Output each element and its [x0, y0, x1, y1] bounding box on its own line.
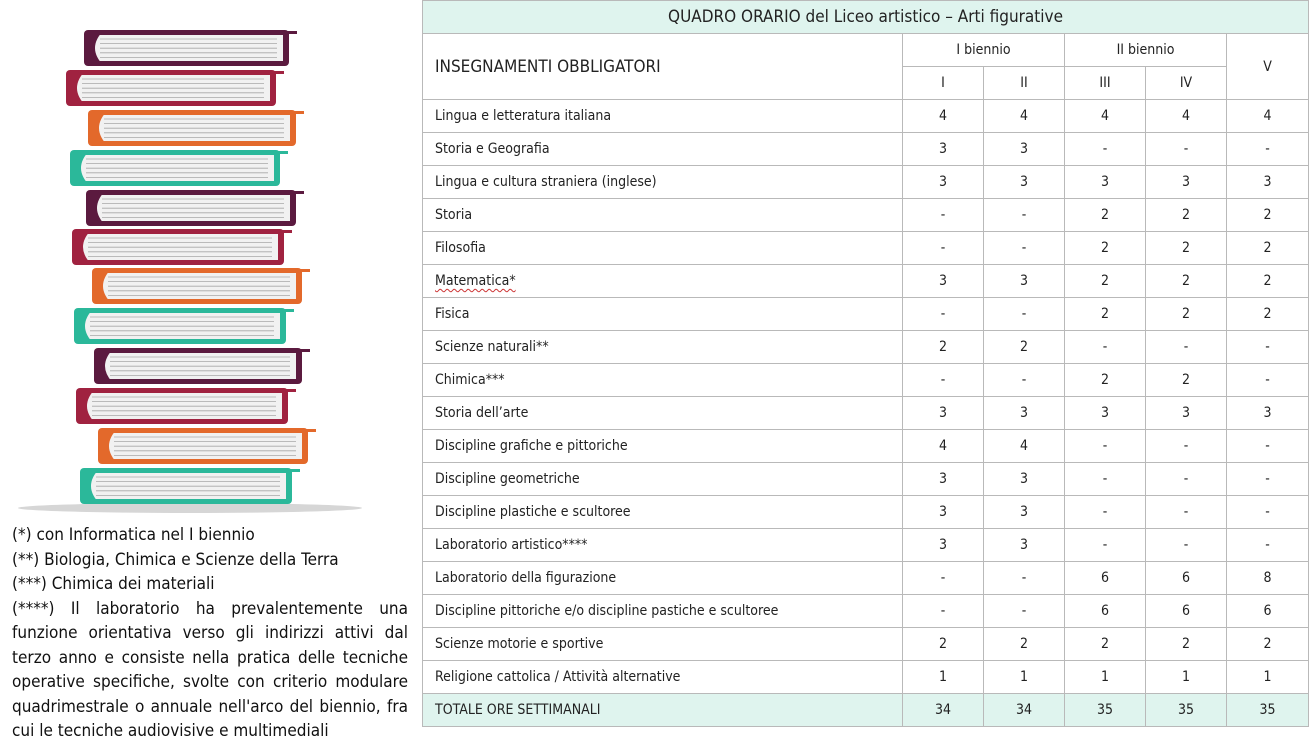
hours-cell: 2 [1227, 232, 1309, 265]
subject-name: Lingua e cultura straniera (inglese) [435, 174, 657, 190]
hours-cell: 4 [1065, 100, 1146, 133]
total-cell: 34 [984, 694, 1065, 727]
hours-cell: 2 [1146, 265, 1227, 298]
header-insegnamenti: INSEGNAMENTI OBBLIGATORI [423, 34, 903, 100]
subject-cell [423, 430, 903, 463]
table-row [423, 628, 1309, 661]
hours-cell: - [1227, 430, 1309, 463]
hours-cell: - [1065, 529, 1146, 562]
hours-cell: 2 [1065, 628, 1146, 661]
subject-name: Discipline pittoriche e/o discipline pastiche e scultoree [435, 603, 779, 619]
book-icon [98, 428, 316, 464]
table-row [423, 199, 1309, 232]
table-row [423, 265, 1309, 298]
hours-cell: 3 [903, 133, 984, 166]
subject-name: Laboratorio artistico**** [435, 537, 588, 553]
hours-cell: 3 [984, 166, 1065, 199]
timetable-container [422, 0, 1316, 741]
subject-cell [423, 166, 903, 199]
timetable-body [423, 100, 1309, 694]
hours-cell: 2 [1146, 199, 1227, 232]
hours-cell: - [984, 595, 1065, 628]
hours-cell: 3 [1146, 397, 1227, 430]
subject-name: Religione cattolica / Attività alternative [435, 669, 681, 685]
total-cell: 35 [1146, 694, 1227, 727]
book-icon [84, 30, 297, 66]
book-icon [66, 70, 284, 106]
header-year-i: I [903, 67, 984, 100]
hours-cell: 3 [903, 166, 984, 199]
table-row [423, 166, 1309, 199]
timetable [422, 0, 1309, 727]
hours-cell: 3 [903, 496, 984, 529]
total-label: TOTALE ORE SETTIMANALI [423, 694, 903, 727]
subject-name: Scienze motorie e sportive [435, 636, 604, 652]
book-icon [76, 388, 296, 424]
total-cell: 34 [903, 694, 984, 727]
hours-cell: - [984, 364, 1065, 397]
hours-cell: - [1227, 133, 1309, 166]
hours-cell: 2 [1146, 628, 1227, 661]
hours-cell: 6 [1227, 595, 1309, 628]
subject-cell [423, 298, 903, 331]
hours-cell: 3 [984, 463, 1065, 496]
hours-cell: 1 [1146, 661, 1227, 694]
subject-cell [423, 100, 903, 133]
table-row [423, 463, 1309, 496]
subject-name: Laboratorio della figurazione [435, 570, 617, 586]
total-cell: 35 [1065, 694, 1146, 727]
hours-cell: - [984, 232, 1065, 265]
hours-cell: 1 [1065, 661, 1146, 694]
subject-cell [423, 331, 903, 364]
subject-name: Discipline grafiche e pittoriche [435, 438, 628, 454]
table-row [423, 331, 1309, 364]
hours-cell: - [1146, 529, 1227, 562]
subject-cell [423, 397, 903, 430]
subject-cell [423, 562, 903, 595]
hours-cell: 2 [1065, 232, 1146, 265]
subject-cell [423, 133, 903, 166]
book-icon [86, 190, 304, 226]
subject-cell [423, 496, 903, 529]
left-panel [0, 0, 420, 741]
hours-cell: 3 [903, 397, 984, 430]
book-icon [88, 110, 304, 146]
table-row [423, 364, 1309, 397]
hours-cell: 4 [984, 430, 1065, 463]
hours-cell: 3 [1227, 397, 1309, 430]
table-row [423, 562, 1309, 595]
subject-cell [423, 232, 903, 265]
subject-cell [423, 463, 903, 496]
table-row [423, 430, 1309, 463]
hours-cell: 4 [1146, 100, 1227, 133]
hours-cell: 1 [1227, 661, 1309, 694]
hours-cell: 2 [1146, 232, 1227, 265]
table-row [423, 661, 1309, 694]
subject-cell [423, 364, 903, 397]
hours-cell: - [1146, 331, 1227, 364]
hours-cell: 2 [903, 628, 984, 661]
book-icon [74, 308, 294, 344]
header-year-iii: III [1065, 67, 1146, 100]
hours-cell: - [1227, 529, 1309, 562]
total-row [423, 694, 1309, 727]
hours-cell: - [1065, 133, 1146, 166]
footnote-4: (****) Il laboratorio ha prevalentemente una funzione orientativa verso gli indirizzi attivi dal terzo anno e consiste nella pratica delle tecniche operative specifiche, svolte con criterio modulare quadrimestrale o annuale nell'arco del biennio, fra cui le tecniche audiovisive e multimediali [12, 598, 408, 741]
subject-name: Storia dell’arte [435, 405, 529, 421]
hours-cell: - [1146, 496, 1227, 529]
hours-cell: 2 [1065, 298, 1146, 331]
hours-cell: - [1227, 496, 1309, 529]
subject-cell [423, 628, 903, 661]
table-title: QUADRO ORARIO del Liceo artistico – Arti figurative [423, 1, 1309, 34]
hours-cell: 8 [1227, 562, 1309, 595]
hours-cell: - [1146, 463, 1227, 496]
hours-cell: 3 [1146, 166, 1227, 199]
hours-cell: 3 [903, 265, 984, 298]
table-row [423, 529, 1309, 562]
subject-name: Storia e Geografia [435, 141, 550, 157]
header-year-ii: II [984, 67, 1065, 100]
hours-cell: - [1065, 430, 1146, 463]
book-icon [92, 268, 310, 304]
hours-cell: - [1227, 364, 1309, 397]
subject-name: Matematica* [435, 273, 516, 289]
hours-cell: 2 [984, 331, 1065, 364]
hours-cell: 2 [1146, 298, 1227, 331]
hours-cell: 3 [984, 397, 1065, 430]
hours-cell: 4 [984, 100, 1065, 133]
hours-cell: 3 [903, 529, 984, 562]
table-row [423, 397, 1309, 430]
hours-cell: 3 [1065, 397, 1146, 430]
table-row [423, 133, 1309, 166]
subject-cell [423, 265, 903, 298]
footnote-3: (***) Chimica dei materiali [12, 574, 215, 594]
table-row [423, 298, 1309, 331]
subject-cell [423, 199, 903, 232]
hours-cell: - [1227, 331, 1309, 364]
hours-cell: 6 [1065, 595, 1146, 628]
hours-cell: - [984, 199, 1065, 232]
hours-cell: 3 [1227, 166, 1309, 199]
hours-cell: - [903, 298, 984, 331]
footnote-2: (**) Biologia, Chimica e Scienze della Terra [12, 549, 339, 570]
footnote-1: (*) con Informatica nel I biennio [12, 525, 255, 545]
book-icon [94, 348, 310, 384]
hours-cell: 4 [1227, 100, 1309, 133]
hours-cell: 4 [903, 100, 984, 133]
subject-name: Discipline plastiche e scultoree [435, 504, 631, 520]
hours-cell: - [1065, 496, 1146, 529]
table-row [423, 496, 1309, 529]
hours-cell: - [1146, 133, 1227, 166]
total-cell: 35 [1227, 694, 1309, 727]
hours-cell: 3 [984, 265, 1065, 298]
table-row [423, 595, 1309, 628]
subject-name: Discipline geometriche [435, 471, 580, 487]
subject-name: Scienze naturali** [435, 339, 549, 355]
hours-cell: 3 [984, 133, 1065, 166]
hours-cell: 6 [1146, 562, 1227, 595]
hours-cell: 4 [903, 430, 984, 463]
hours-cell: - [1065, 331, 1146, 364]
subject-cell [423, 661, 903, 694]
hours-cell: 2 [1227, 265, 1309, 298]
hours-cell: 2 [1227, 628, 1309, 661]
subject-name: Fisica [435, 306, 470, 322]
hours-cell: - [903, 562, 984, 595]
subject-cell [423, 595, 903, 628]
hours-cell: 3 [984, 529, 1065, 562]
hours-cell: - [984, 562, 1065, 595]
books-shadow [18, 503, 362, 513]
hours-cell: - [984, 298, 1065, 331]
stack-of-books-illustration [0, 0, 420, 520]
hours-cell: 2 [1065, 199, 1146, 232]
hours-cell: - [1146, 430, 1227, 463]
subject-name: Chimica*** [435, 372, 505, 388]
hours-cell: 2 [903, 331, 984, 364]
book-icon [80, 468, 300, 504]
subject-name: Storia [435, 207, 473, 223]
hours-cell: 2 [1227, 298, 1309, 331]
book-icon [70, 150, 288, 186]
table-row [423, 232, 1309, 265]
hours-cell: - [903, 232, 984, 265]
header-i-biennio: I biennio [903, 34, 1065, 67]
hours-cell: 2 [984, 628, 1065, 661]
hours-cell: 1 [903, 661, 984, 694]
subject-name: Filosofia [435, 240, 486, 256]
subject-cell [423, 529, 903, 562]
hours-cell: 2 [1146, 364, 1227, 397]
hours-cell: - [1065, 463, 1146, 496]
footnotes [12, 523, 408, 744]
hours-cell: - [903, 199, 984, 232]
hours-cell: 1 [984, 661, 1065, 694]
hours-cell: - [903, 364, 984, 397]
header-ii-biennio: II biennio [1065, 34, 1227, 67]
hours-cell: 3 [984, 496, 1065, 529]
hours-cell: 3 [1065, 166, 1146, 199]
hours-cell: 6 [1065, 562, 1146, 595]
hours-cell: - [1227, 463, 1309, 496]
hours-cell: 3 [903, 463, 984, 496]
hours-cell: 2 [1065, 265, 1146, 298]
header-v-anno: V [1227, 34, 1309, 100]
header-year-iv: IV [1146, 67, 1227, 100]
hours-cell: 2 [1065, 364, 1146, 397]
hours-cell: - [903, 595, 984, 628]
subject-name: Lingua e letteratura italiana [435, 108, 612, 124]
hours-cell: 2 [1227, 199, 1309, 232]
book-icon [72, 229, 292, 265]
hours-cell: 6 [1146, 595, 1227, 628]
table-row [423, 100, 1309, 133]
